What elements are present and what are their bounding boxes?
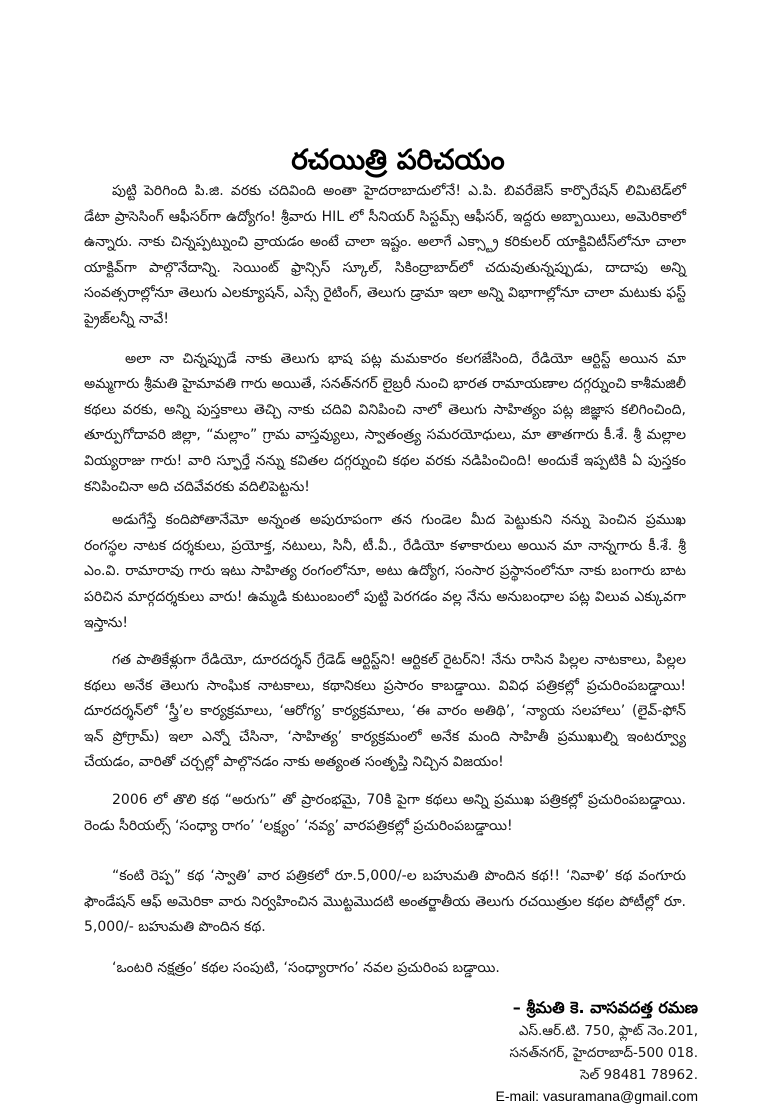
body-text (84, 179, 698, 1106)
address-line: ఎస్.ఆర్.టి. 750, ఫ్లాట్ నెం.201, (518, 1022, 698, 1039)
signature-block (84, 996, 698, 1106)
paragraph-radio-doordarshan: గత పాతికేళ్లుగా రేడియో, దూరదర్శన్ గ్రేడెడ్ ఆర్టిస్ట్‌ని! ఆర్టికల్ రైటర్‌ని! నేను రాసిన పిల్లల నాటకాలు, పిల్లల కథలు అనేక తెలుగు సాంఘిక నాటకాలు, కథానికలు ప్రసారం కాబడ్డాయి. వివిధ పత్రికల్లో ప్రచురింపబడ్డాయి! దూరదర్శన్‌లో ‘స్త్రీ’ల కార్యక్రమాలు, ‘ఆరోగ్య’ కార్యక్రమాలు, ‘ఈ వారం అతిథి’, ‘న్యాయ సలహాలు’ (లైవ్-ఫోన్ ఇన్ ప్రోగ్రామ్) ఇలా ఎన్నో చేసినా, ‘సాహిత్య’ కార్యక్రమంలో అనేక మంది సాహితీ ప్రముఖుల్ని ఇంటర్వ్యూ చేయడం, వారితో చర్చల్లో పాల్గొనడం నాకు అత్యంత సంతృప్తి నిచ్చిన విజయం! (84, 652, 686, 771)
signature-name: – శ్రీమతి కె. వాసవదత్త రమణ (512, 997, 698, 1017)
address-line: సనత్‌నగర్, హైదరాబాద్-500 018. (509, 1044, 698, 1061)
page-title: రచయిత్రి పరిచయం (291, 143, 505, 176)
paragraph-stories-serials: 2006 లో తొలి కథ “అరుగు” తో ప్రారంభమై, 70కి పైగా కథలు అన్ని ప్రముఖ పత్రికల్లో ప్రచురింపబడ్డాయి. రెండు సీరియల్స్ ‘సంధ్యా రాగం’ ‘లక్ష్యం’ ‘నవ్య’ వారపత్రికల్లో ప్రచురింపబడ్డాయి! (84, 792, 686, 834)
paragraph-father: అడుగేస్తే కందిపోతానేమో అన్నంత అపురూపంగా తన గుండెల మీద పెట్టుకుని నన్ను పెంచిన ప్రముఖ రంగస్థల నాటక దర్శకులు, ప్రయోక్త, నటులు, సినీ, టీ.వీ., రేడియో కళాకారులు అయిన మా నాన్నగారు కీ.శే. శ్రీ ఎం.వి. రామారావు గారు ఇటు సాహిత్య రంగంలోనూ, అటు ఉద్యోగ, సంసార ప్రస్థానంలోనూ నాకు బంగారు బాట పరిచిన మార్గదర్శకులు వారు! ఉమ్మడి కుటుంబంలో పుట్టి పెరగడం వల్ల నేను అనుబంధాల పట్ల విలువ ఎక్కువగా ఇస్తాను! (84, 512, 686, 631)
paragraph-mother-grandfather: అలా నా చిన్నప్పుడే నాకు తెలుగు భాష పట్ల మమకారం కలగజేసింది, రేడియో ఆర్టిస్ట్ అయిన మా అమ్మగారు శ్రీమతి హైమావతి గారు అయితే, సనత్‌నగర్ లైబ్రరీ నుంచి భారత రామాయణాల దగ్గర్నుంచి కాశీమజిలీ కథలు వరకు, అన్ని పుస్తకాలు తెచ్చి నాకు చదివి వినిపించి నాలో తెలుగు సాహిత్యం పట్ల జిజ్ఞాస కలిగించింది, తూర్పుగోదావరి జిల్లా, “మల్లాం” గ్రామ వాస్తవ్యులు, స్వాతంత్ర్య సమరయోధులు, మా తాతగారు కీ.శే. శ్రీ మల్లాల వియ్యరాజు గారు! వారి స్ఫూర్తే నన్ను కవితల దగ్గర్నుంచి కథల వరకు నడిపించింది! అందుకే ఇప్పటికి ఏ పుస్తకం కనిపించినా అది చదివేవరకు వదిలిపెట్టను! (84, 350, 686, 495)
paragraph-upbringing: పుట్టి పెరిగింది పి.జి. వరకు చదివింది అంతా హైదరాబాదులోనే! ఎ.పి. బివరేజెస్ కార్పొరేషన్ లిమిటెడ్‌లో డేటా ప్రాసెసింగ్ ఆఫీసర్‌గా ఉద్యోగం! శ్రీవారు HIL లో సీనియర్ సిస్టమ్స్ ఆఫీసర్, ఇద్దరు అబ్బాయిలు, అమెరికాలో ఉన్నారు. నాకు చిన్నప్పట్నుంచి వ్రాయడం అంటే చాలా ఇష్టం. అలాగే ఎక్స్ట్రా కరికులర్ యాక్టివిటీస్‌లోనూ చాలా యాక్టివ్‌గా పాల్గొనేదాన్ని. సెయింట్ ఫ్రాన్సిస్ స్కూల్, సికింద్రాబాద్‌లో చదువుతున్నప్పుడు, దాదాపు అన్ని సంవత్సరాల్లోనూ తెలుగు ఎలక్యూషన్, ఎస్సే రైటింగ్, తెలుగు డ్రామా ఇలా అన్ని విభాగాల్లోనూ చాలా మటుకు ఫస్ట్ ప్రైజ్‌లన్నీ నావే! (84, 183, 686, 327)
phone-line: సెల్ 98481 78962. (580, 1066, 698, 1083)
paragraph-awards: “కంటి రెప్ప” కథ ‘స్వాతి’ వార పత్రికలో రూ.5,000/-ల బహుమతి పొందిన కథ!! ‘నివాళి’ కథ వంగూరు ఫౌండేషన్ ఆఫ్ అమెరికా వారు నిర్వహించిన మొట్టమొదటి అంతర్జాతీయ తెలుగు రచయిత్రుల కథల పోటీల్లో రూ. 5,000/- బహుమతి పొందిన కథ. (84, 868, 686, 936)
email-line: E-mail: vasuramana@gmail.com (495, 1087, 698, 1104)
paragraph-publications: ‘ఒంటరి నక్షత్రం’ కథల సంపుటి, ‘సంధ్యారాగం’ నవల ప్రచురింప బడ్డాయి. (112, 960, 500, 977)
